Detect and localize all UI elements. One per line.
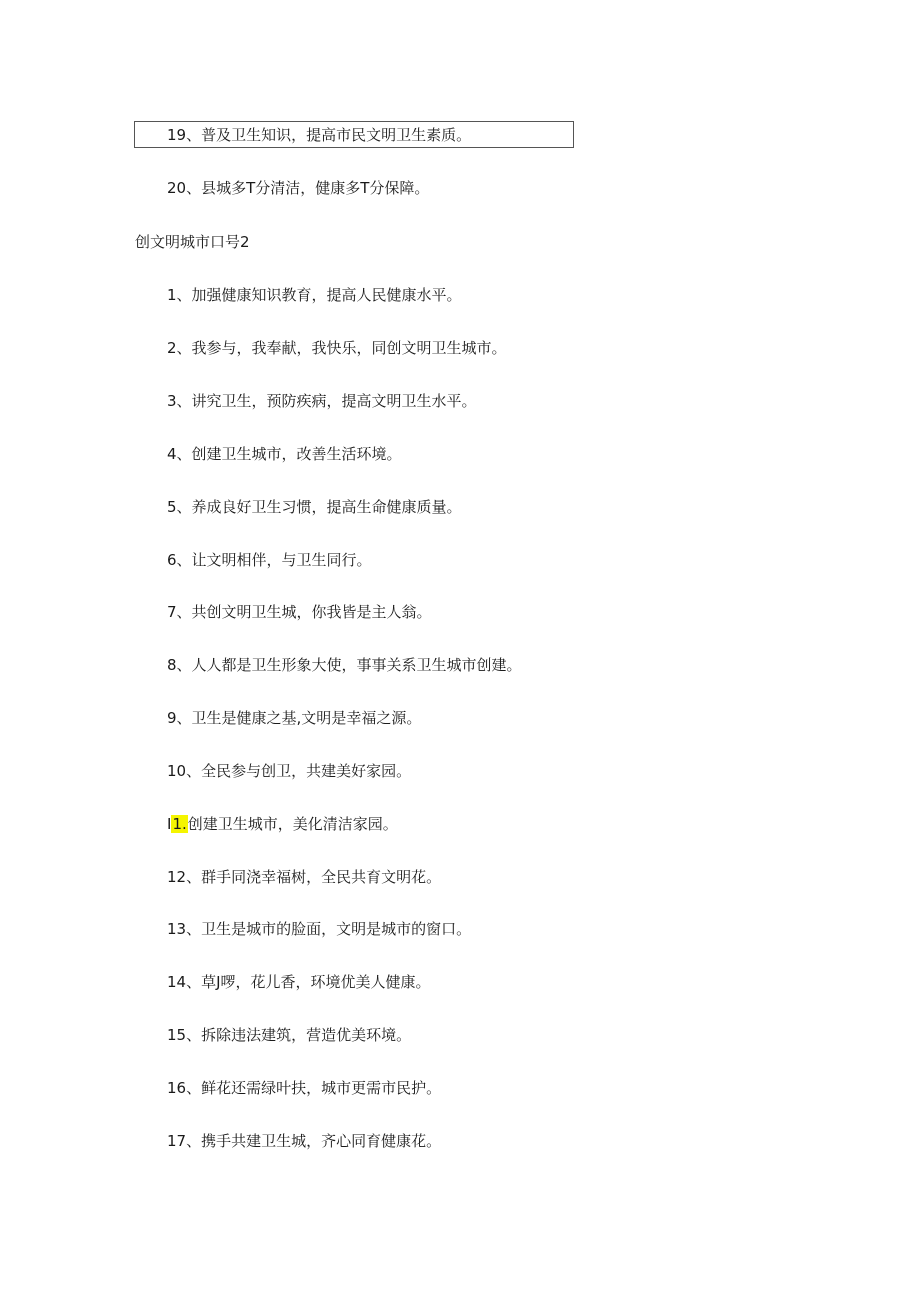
item-11-prefix: I: [167, 815, 172, 833]
slogan-item-12: 12、群手同浇幸福树，全民共育文明花。: [167, 868, 442, 886]
slogan-item-13: 13、卫生是城市的脸面，文明是城市的窗口。: [167, 920, 472, 938]
slogan-item-5: 5、养成良好卫生习惯，提高生命健康质量。: [167, 498, 462, 516]
slogan-item-8: 8、人人都是卫生形象大使，事事关系卫生城市创建。: [167, 656, 522, 674]
slogan-line-20: 20、县城多T分清洁，健康多T分保障。: [167, 179, 430, 197]
slogan-line-19: 19、普及卫生知识，提高市民文明卫生素质。: [167, 126, 472, 144]
slogan-item-16: 16、鲜花还需绿叶扶，城市更需市民护。: [167, 1079, 442, 1097]
slogan-item-7: 7、共创文明卫生城，你我皆是主人翁。: [167, 603, 432, 621]
slogan-item-3: 3、讲究卫生，预防疾病，提高文明卫生水平。: [167, 392, 477, 410]
slogan-item-15: 15、拆除违法建筑，营造优美环境。: [167, 1026, 412, 1044]
slogan-item-10: 10、全民参与创卫，共建美好家园。: [167, 762, 412, 780]
slogan-item-14: 14、草J啰，花儿香，环境优美人健康。: [167, 973, 431, 991]
highlight-mark: 1.: [172, 815, 187, 833]
slogan-item-9: 9、卫生是健康之基,文明是幸福之源。: [167, 709, 422, 727]
slogan-item-1: 1、加强健康知识教育，提高人民健康水平。: [167, 286, 462, 304]
slogan-item-4: 4、创建卫生城市，改善生活环境。: [167, 445, 402, 463]
item-11-text: 创建卫生城市，美化清洁家园。: [187, 815, 398, 833]
slogan-item-11: [167, 813, 398, 835]
section-heading: 创文明城市口号2: [135, 233, 250, 251]
slogan-item-17: 17、携手共建卫生城，齐心同育健康花。: [167, 1132, 442, 1150]
slogan-item-6: 6、让文明相伴，与卫生同行。: [167, 551, 372, 569]
slogan-item-2: 2、我参与，我奉献，我快乐，同创文明卫生城市。: [167, 339, 507, 357]
